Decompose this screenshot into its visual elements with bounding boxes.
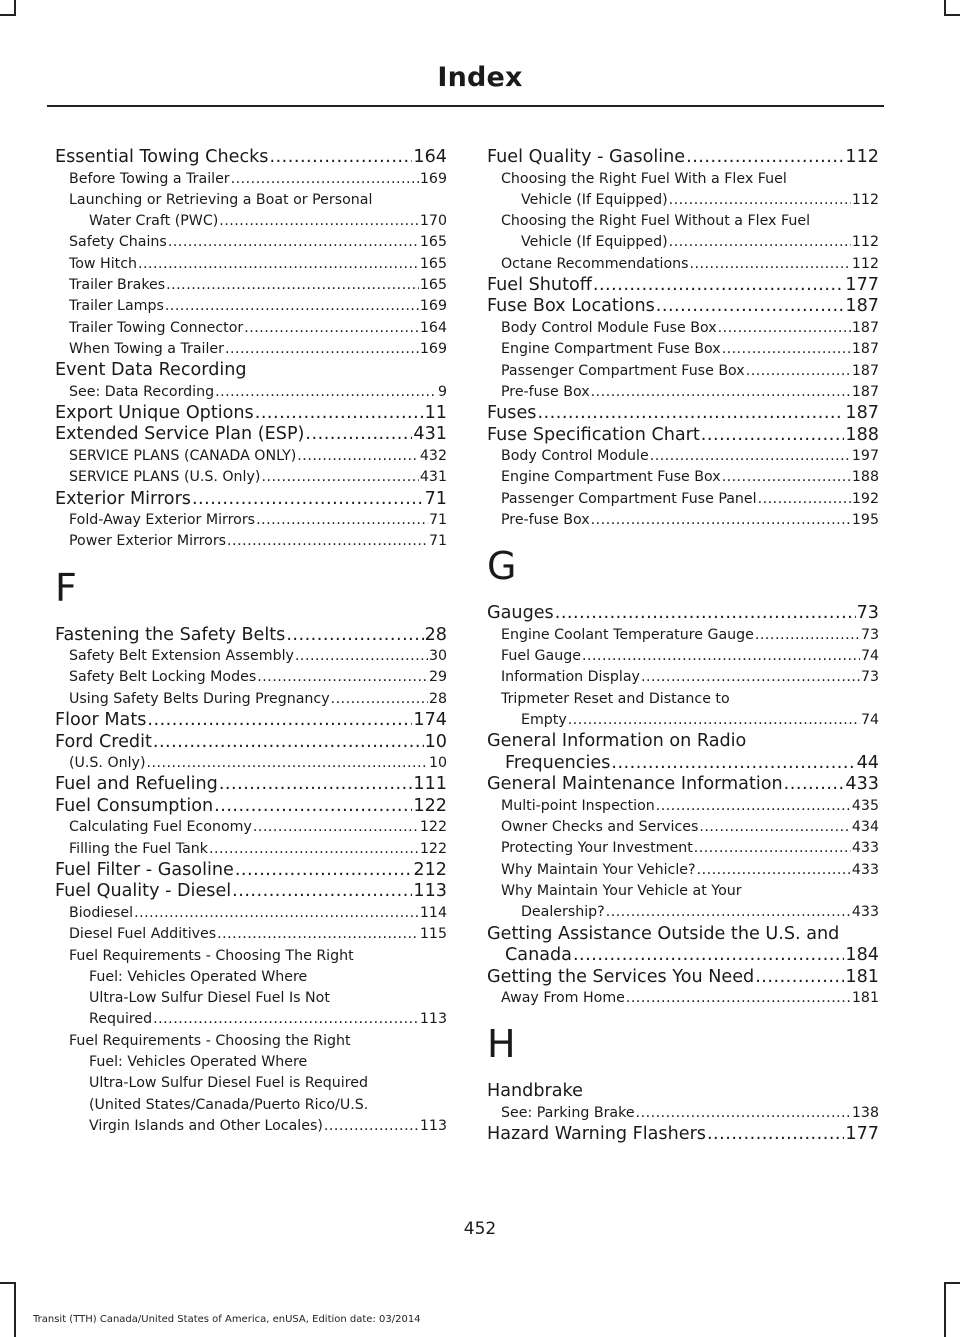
entry-label: Dealership?	[521, 904, 605, 921]
dot-leader	[227, 531, 428, 552]
index-entry	[55, 489, 447, 511]
entry-page: 165	[419, 255, 447, 272]
dot-leader	[331, 689, 428, 710]
entry-page: 73	[860, 669, 879, 686]
entry-label: Biodiesel	[69, 904, 134, 921]
dot-leader	[582, 646, 860, 667]
entry-page: 29	[428, 669, 447, 686]
entry-page: 187	[851, 319, 879, 336]
dot-leader	[192, 489, 424, 511]
dot-leader	[235, 860, 413, 882]
header-rule	[47, 105, 884, 107]
index-subentry	[55, 924, 447, 945]
entry-page: 115	[419, 926, 447, 943]
entry-label: Ford Credit	[55, 731, 152, 752]
dot-leader	[591, 382, 851, 403]
entry-label: Filling the Fuel Tank	[69, 840, 208, 857]
dot-leader	[722, 467, 851, 488]
index-subentry: Fuel: Vehicles Operated Where	[89, 968, 308, 985]
entry-page: 114	[419, 904, 447, 921]
dot-leader	[295, 646, 428, 667]
index-subentry	[55, 1116, 447, 1137]
index-subentry	[55, 667, 447, 688]
index-subentry	[487, 510, 879, 531]
dot-leader	[219, 774, 413, 796]
index-subentry	[55, 753, 447, 774]
entry-page: 71	[428, 533, 447, 550]
entry-label: Engine Coolant Temperature Gauge	[501, 626, 754, 643]
index-entry: Event Data Recording	[55, 360, 247, 381]
dot-leader	[231, 169, 419, 190]
crop-mark-top-right-h	[944, 14, 960, 16]
index-subentry	[487, 232, 879, 253]
dot-leader	[232, 881, 412, 903]
index-subentry	[487, 190, 879, 211]
index-subentry: Choosing the Right Fuel Without a Flex Fuel	[501, 213, 811, 230]
entry-page: 164	[413, 147, 447, 167]
entry-label: Trailer Lamps	[69, 298, 164, 315]
index-subentry	[487, 361, 879, 382]
entry-label: Pre-fuse Box	[501, 512, 590, 529]
entry-page: 165	[419, 276, 447, 293]
entry-label: Fuses	[487, 403, 537, 424]
entry-label: Virgin Islands and Other Locales)	[89, 1117, 323, 1134]
entry-label: Trailer Towing Connector	[69, 319, 244, 336]
index-subentry: Why Maintain Your Vehicle at Your	[501, 883, 742, 900]
entry-page: 112	[851, 234, 879, 251]
index-entry	[55, 860, 447, 882]
index-subentry	[55, 232, 447, 253]
index-entry	[55, 774, 447, 796]
dot-leader	[153, 732, 424, 754]
entry-page: 113	[413, 881, 447, 902]
dot-leader	[219, 211, 419, 232]
index-subentry	[487, 625, 879, 646]
index-entry	[487, 147, 879, 169]
index-entry	[487, 275, 879, 297]
entry-page: 74	[860, 712, 879, 729]
entry-page: 187	[851, 341, 879, 358]
entry-label: Fuel and Refueling	[55, 774, 218, 795]
entry-page: 181	[845, 966, 879, 987]
index-subentry	[487, 838, 879, 859]
entry-page: 28	[424, 624, 447, 645]
entry-label: Fold-Away Exterior Mirrors	[69, 512, 256, 529]
dot-leader	[755, 625, 860, 646]
entry-page: 44	[856, 752, 879, 773]
index-subentry	[55, 510, 447, 531]
entry-label: Fuel Filter - Gasoline	[55, 859, 234, 880]
index-entry	[55, 147, 447, 169]
entry-label: Fuel Consumption	[55, 795, 214, 816]
dot-leader	[269, 147, 412, 169]
entry-page: 165	[419, 234, 447, 251]
section-letter: G	[487, 544, 517, 589]
index-subentry	[55, 467, 447, 488]
index-entry	[487, 403, 879, 425]
dot-leader	[593, 275, 845, 297]
entry-label: Export Unique Options	[55, 402, 254, 423]
index-subentry	[55, 839, 447, 860]
dot-leader	[669, 190, 851, 211]
entry-label: (U.S. Only)	[69, 755, 146, 772]
entry-label: Empty	[521, 712, 567, 729]
dot-leader	[555, 603, 856, 625]
entry-page: 187	[851, 383, 879, 400]
entry-label: Safety Belt Locking Modes	[69, 669, 257, 686]
entry-page: 177	[845, 274, 879, 295]
dot-leader	[758, 489, 851, 510]
index-entry	[487, 425, 879, 447]
crop-mark-bottom-left-v	[14, 1282, 16, 1337]
entry-page: 434	[851, 819, 879, 836]
entry-page: 187	[851, 362, 879, 379]
dot-leader	[591, 510, 851, 531]
entry-page: 28	[428, 690, 447, 707]
entry-label: See: Parking Brake	[501, 1104, 635, 1121]
entry-page: 197	[851, 448, 879, 465]
entry-page: 169	[419, 298, 447, 315]
entry-page: 433	[851, 840, 879, 857]
dot-leader	[225, 339, 419, 360]
entry-label: Safety Belt Extension Assembly	[69, 648, 294, 665]
index-subentry: Ultra-Low Sulfur Diesel Fuel Is Not	[89, 990, 330, 1007]
index-entry: Handbrake	[487, 1081, 583, 1102]
entry-label: Water Craft (PWC)	[89, 213, 219, 230]
dot-leader	[573, 945, 844, 967]
dot-leader	[214, 796, 412, 818]
index-entry	[55, 710, 447, 732]
index-subentry	[487, 860, 879, 881]
entry-label: Canada	[505, 945, 572, 966]
entry-label: Fuse Specification Chart	[487, 424, 700, 445]
entry-label: Trailer Brakes	[69, 276, 166, 293]
index-subentry	[487, 446, 879, 467]
entry-label: Fuel Gauge	[501, 648, 581, 665]
dot-leader	[611, 753, 855, 775]
index-subentry	[487, 318, 879, 339]
index-subentry	[487, 902, 879, 923]
index-subentry	[487, 467, 879, 488]
index-subentry	[55, 903, 447, 924]
entry-label: Hazard Warning Flashers	[487, 1124, 706, 1145]
dot-leader	[722, 339, 851, 360]
index-subentry	[487, 646, 879, 667]
dot-leader	[641, 667, 860, 688]
crop-mark-bottom-right-v	[944, 1282, 946, 1337]
dot-leader	[707, 1124, 844, 1146]
dot-leader	[701, 425, 845, 447]
dot-leader	[690, 254, 851, 275]
index-column-right	[487, 147, 879, 1146]
dot-leader	[568, 710, 860, 731]
entry-page: 112	[851, 191, 879, 208]
entry-label: Passenger Compartment Fuse Box	[501, 362, 745, 379]
entry-label: Fuse Box Locations	[487, 296, 655, 317]
entry-page: 435	[851, 797, 879, 814]
index-subentry	[55, 646, 447, 667]
page-title: Index	[437, 62, 523, 93]
entry-page: 212	[413, 859, 447, 880]
entry-page: 433	[845, 774, 879, 795]
index-subentry: Ultra-Low Sulfur Diesel Fuel is Required	[89, 1075, 368, 1092]
dot-leader	[134, 903, 419, 924]
index-entry	[487, 967, 879, 989]
entry-label: Engine Compartment Fuse Box	[501, 341, 721, 358]
entry-page: 138	[851, 1104, 879, 1121]
entry-label: Floor Mats	[55, 710, 147, 731]
entry-label: Protecting Your Investment	[501, 840, 693, 857]
index-entry	[487, 945, 879, 967]
entry-label: Safety Chains	[69, 234, 167, 251]
index-subentry	[55, 446, 447, 467]
entry-page: 112	[845, 147, 879, 167]
entry-label: Extended Service Plan (ESP)	[55, 424, 305, 445]
entry-label: Pre-fuse Box	[501, 383, 590, 400]
index-subentry	[487, 1103, 879, 1124]
dot-leader	[784, 774, 845, 796]
entry-page: 113	[419, 1117, 447, 1134]
index-subentry: Choosing the Right Fuel With a Flex Fuel	[501, 170, 787, 187]
index-subentry	[55, 689, 447, 710]
dot-leader	[686, 147, 844, 169]
entry-page: 164	[419, 319, 447, 336]
entry-label: Why Maintain Your Vehicle?	[501, 861, 696, 878]
index-entry: General Information on Radio	[487, 731, 747, 752]
index-subentry: Launching or Retrieving a Boat or Personal	[69, 191, 373, 208]
dot-leader	[746, 361, 851, 382]
dot-leader	[153, 1009, 419, 1030]
entry-page: 10	[424, 731, 447, 752]
dot-leader	[168, 232, 419, 253]
dot-leader	[256, 510, 428, 531]
entry-label: Body Control Module	[501, 448, 649, 465]
entry-label: Vehicle (If Equipped)	[521, 191, 668, 208]
dot-leader	[253, 817, 419, 838]
dot-leader	[697, 860, 851, 881]
dot-leader	[650, 446, 851, 467]
section-letter: H	[487, 1022, 516, 1067]
index-entry	[487, 296, 879, 318]
index-subentry	[55, 211, 447, 232]
dot-leader	[286, 625, 423, 647]
entry-label: Exterior Mirrors	[55, 488, 191, 509]
entry-page: 188	[851, 469, 879, 486]
index-entry	[55, 403, 447, 425]
entry-label: Engine Compartment Fuse Box	[501, 469, 721, 486]
entry-page: 111	[413, 774, 447, 795]
crop-mark-bottom-right-h	[944, 1282, 960, 1284]
entry-label: Fuel Quality - Diesel	[55, 881, 232, 902]
entry-page: 122	[419, 819, 447, 836]
dot-leader	[305, 424, 412, 446]
index-entry	[55, 424, 447, 446]
index-subentry	[55, 817, 447, 838]
entry-page: 177	[845, 1124, 879, 1145]
dot-leader	[537, 403, 844, 425]
dot-leader	[636, 1103, 851, 1124]
dot-leader	[217, 924, 419, 945]
entry-page: 11	[424, 402, 447, 423]
index-entry	[55, 881, 447, 903]
index-subentry	[487, 339, 879, 360]
entry-page: 10	[428, 755, 447, 772]
index-subentry	[55, 254, 447, 275]
entry-label: Fuel Shutoff	[487, 274, 592, 295]
dot-leader	[244, 318, 419, 339]
index-subentry: Fuel: Vehicles Operated Where	[89, 1054, 308, 1071]
index-entry	[55, 625, 447, 647]
crop-mark-bottom-left-h	[0, 1282, 16, 1284]
entry-page: 432	[419, 447, 447, 464]
dot-leader	[755, 967, 844, 989]
index-subentry	[487, 710, 879, 731]
entry-label: See: Data Recording	[69, 383, 215, 400]
dot-leader	[324, 1116, 419, 1137]
entry-label: Diesel Fuel Additives	[69, 926, 217, 943]
dot-leader	[165, 296, 419, 317]
entry-label: SERVICE PLANS (U.S. Only)	[69, 469, 261, 486]
index-subentry	[55, 1009, 447, 1030]
entry-page: 431	[413, 424, 447, 445]
index-subentry: Fuel Requirements - Choosing the Right	[69, 1032, 351, 1049]
index-subentry	[487, 382, 879, 403]
entry-label: Body Control Module Fuse Box	[501, 319, 717, 336]
entry-label: Frequencies	[505, 752, 611, 773]
index-subentry	[55, 169, 447, 190]
dot-leader	[606, 902, 851, 923]
index-subentry	[487, 988, 879, 1009]
entry-page: 71	[424, 488, 447, 509]
entry-page: 187	[845, 296, 879, 317]
index-subentry	[487, 489, 879, 510]
entry-page: 30	[428, 648, 447, 665]
index-subentry	[55, 296, 447, 317]
entry-page: 187	[845, 403, 879, 424]
entry-label: Fastening the Safety Belts	[55, 624, 286, 645]
dot-leader	[209, 839, 419, 860]
dot-leader	[297, 446, 419, 467]
dot-leader	[138, 254, 419, 275]
index-column-left	[55, 147, 447, 1137]
index-subentry: Fuel Requirements - Choosing The Right	[69, 947, 354, 964]
entry-page: 170	[419, 213, 447, 230]
entry-label: Multi-point Inspection	[501, 797, 655, 814]
entry-label: SERVICE PLANS (CANADA ONLY)	[69, 447, 297, 464]
entry-page: 181	[851, 990, 879, 1007]
entry-page: 169	[419, 340, 447, 357]
entry-label: Calculating Fuel Economy	[69, 819, 252, 836]
dot-leader	[255, 403, 424, 425]
entry-label: When Towing a Trailer	[69, 340, 224, 357]
entry-label: Required	[89, 1011, 153, 1028]
entry-label: Passenger Compartment Fuse Panel	[501, 490, 757, 507]
entry-page: 433	[851, 904, 879, 921]
dot-leader	[147, 753, 428, 774]
crop-mark-top-left-h	[0, 14, 16, 16]
index-subentry	[55, 339, 447, 360]
entry-page: 71	[428, 512, 447, 529]
index-entry	[55, 796, 447, 818]
entry-page: 9	[437, 383, 447, 400]
index-subentry	[55, 382, 447, 403]
index-subentry	[487, 796, 879, 817]
index-entry: Getting Assistance Outside the U.S. and	[487, 923, 840, 944]
entry-label: Away From Home	[501, 990, 625, 1007]
entry-page: 74	[860, 648, 879, 665]
footer-edition: Transit (TTH) Canada/United States of America, enUSA, Edition date: 03/2014	[33, 1314, 421, 1325]
page-number: 452	[463, 1219, 497, 1239]
entry-label: Information Display	[501, 669, 640, 686]
dot-leader	[699, 817, 851, 838]
entry-label: Fuel Quality - Gasoline	[487, 147, 686, 167]
dot-leader	[166, 275, 419, 296]
index-subentry	[487, 667, 879, 688]
dot-leader	[656, 796, 851, 817]
dot-leader	[694, 838, 851, 859]
index-subentry	[55, 275, 447, 296]
entry-label: Power Exterior Mirrors	[69, 533, 227, 550]
entry-page: 113	[419, 1011, 447, 1028]
index-entry	[55, 732, 447, 754]
dot-leader	[261, 467, 418, 488]
index-subentry: Tripmeter Reset and Distance to	[501, 690, 730, 707]
entry-page: 184	[845, 945, 879, 966]
index-subentry: (United States/Canada/Puerto Rico/U.S.	[89, 1096, 369, 1113]
index-entry	[487, 753, 879, 775]
entry-page: 73	[856, 603, 879, 624]
entry-label: Tow Hitch	[69, 255, 138, 272]
entry-page: 169	[419, 170, 447, 187]
index-subentry	[55, 531, 447, 552]
entry-page: 192	[851, 490, 879, 507]
entry-label: Octane Recommendations	[501, 255, 689, 272]
dot-leader	[215, 382, 437, 403]
entry-label: General Maintenance Information	[487, 774, 783, 795]
index-entry	[487, 774, 879, 796]
entry-page: 122	[419, 840, 447, 857]
entry-page: 73	[860, 626, 879, 643]
entry-page: 431	[419, 469, 447, 486]
dot-leader	[656, 296, 845, 318]
dot-leader	[626, 988, 851, 1009]
entry-label: Using Safety Belts During Pregnancy	[69, 690, 330, 707]
entry-page: 112	[851, 255, 879, 272]
entry-label: Before Towing a Trailer	[69, 170, 230, 187]
entry-label: Owner Checks and Services	[501, 819, 699, 836]
entry-page: 174	[413, 710, 447, 731]
entry-label: Getting the Services You Need	[487, 966, 755, 987]
entry-label: Vehicle (If Equipped)	[521, 234, 668, 251]
entry-page: 195	[851, 512, 879, 529]
index-subentry	[487, 254, 879, 275]
entry-label: Essential Towing Checks	[55, 147, 269, 167]
entry-label: Gauges	[487, 603, 554, 624]
index-subentry	[487, 817, 879, 838]
dot-leader	[147, 710, 412, 732]
dot-leader	[257, 667, 428, 688]
section-letter: F	[55, 565, 77, 610]
index-entry	[487, 603, 879, 625]
index-subentry	[55, 318, 447, 339]
dot-leader	[718, 318, 851, 339]
entry-page: 433	[851, 861, 879, 878]
dot-leader	[669, 232, 851, 253]
entry-page: 122	[413, 795, 447, 816]
entry-page: 188	[845, 424, 879, 445]
index-entry	[487, 1124, 879, 1146]
